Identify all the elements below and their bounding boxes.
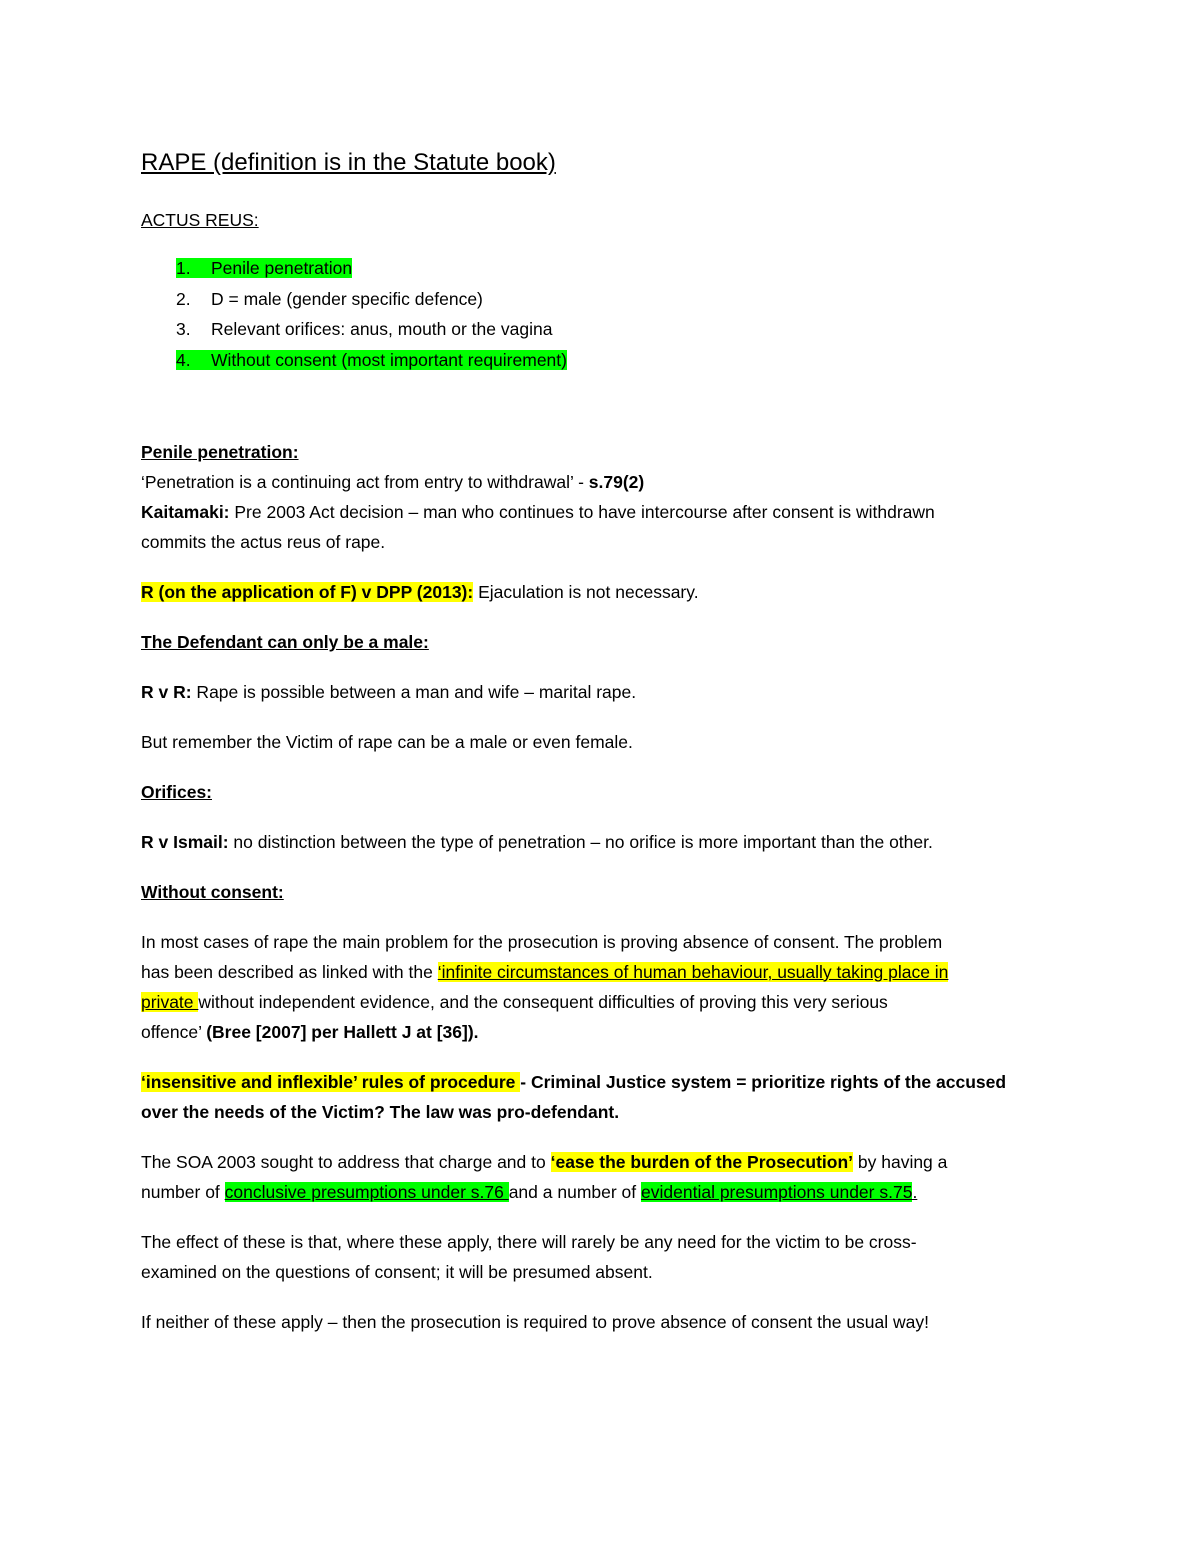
list-item-text: D = male (gender specific defence) [211, 288, 483, 309]
list-item-number: 1. [176, 258, 191, 278]
procedure-paragraph-line: over the needs of the Victim? The law was pro-defendant. [141, 1102, 620, 1122]
case-citation: (Bree [2007] per Hallett J at [36]). [206, 1022, 479, 1042]
highlighted-quote: ‘ease the burden of the Prosecution’ [550, 1152, 854, 1172]
text-run: number of [141, 1182, 225, 1202]
penile-penetration-heading: Penile penetration: [141, 442, 299, 462]
consent-paragraph-line [141, 1021, 479, 1043]
case-text: no distinction between the type of penetration – no orifice is more important than the other. [228, 832, 933, 852]
neither-paragraph: If neither of these apply – then the prosecution is required to prove absence of consent the usual way! [141, 1312, 929, 1332]
text-run: without independent evidence, and the consequent difficulties of proving this very serious [198, 992, 888, 1012]
without-consent-heading: Without consent: [141, 882, 284, 902]
text-run: The SOA 2003 sought to address that charge and to [141, 1152, 551, 1172]
f-v-dpp-paragraph [141, 581, 699, 603]
ismail-paragraph [141, 831, 933, 853]
case-name: R v Ismail: [141, 832, 229, 852]
consent-paragraph-line: In most cases of rape the main problem for the prosecution is proving absence of consent. The problem [141, 932, 943, 952]
highlighted-quote: private [141, 992, 199, 1012]
defendant-heading: The Defendant can only be a male: [141, 632, 429, 652]
list-item-text: Penile penetration [211, 258, 353, 278]
section-reference: s.79(2) [588, 472, 645, 492]
orifices-heading: Orifices: [141, 782, 212, 802]
list-item [176, 288, 567, 319]
case-name: R v R: [141, 682, 192, 702]
kaitamaki-paragraph [141, 501, 935, 523]
list-item-number: 3. [176, 319, 191, 339]
kaitamaki-paragraph-cont: commits the actus reus of rape. [141, 532, 386, 552]
list-item-number: 2. [176, 288, 191, 309]
list-item [176, 257, 567, 288]
evidential-presumptions: evidential presumptions under s.75 [641, 1182, 913, 1202]
text-run: offence’ [141, 1022, 207, 1042]
case-text: Pre 2003 Act decision – man who continues to have intercourse after consent is withdrawn [229, 502, 935, 522]
case-name: R (on the application of F) v DPP (2013): [141, 582, 474, 602]
soa-paragraph-line [141, 1181, 917, 1203]
highlighted-quote: ‘insensitive and inflexible’ rules of procedure [141, 1072, 521, 1092]
procedure-paragraph-line [141, 1071, 1006, 1093]
document-title: RAPE (definition is in the Statute book) [141, 149, 556, 176]
text-run: by having a [853, 1152, 948, 1172]
text-run: and a number of [508, 1182, 642, 1202]
case-text: Rape is possible between a man and wife – marital rape. [191, 682, 637, 702]
penetration-quote [141, 471, 644, 493]
list-item-number: 4. [176, 349, 191, 370]
case-text: Ejaculation is not necessary. [473, 582, 699, 602]
soa-paragraph-line [141, 1151, 947, 1173]
effect-paragraph-line: examined on the questions of consent; it will be presumed absent. [141, 1262, 653, 1282]
list-item [176, 318, 567, 349]
consent-paragraph-line [141, 991, 888, 1013]
actus-reus-heading: ACTUS REUS: [141, 210, 259, 230]
list-item-highlight [176, 258, 352, 278]
text-run: has been described as linked with the [141, 962, 438, 982]
list-item [176, 349, 567, 380]
quote-text: ‘Penetration is a continuing act from entry to withdrawal’ - [141, 472, 589, 492]
list-item-text: Without consent (most important requirement) [211, 349, 567, 370]
r-v-r-paragraph [141, 681, 636, 703]
effect-paragraph-line: The effect of these is that, where these apply, there will rarely be any need for the victim to be cross- [141, 1232, 917, 1252]
list-item-highlight [176, 350, 567, 370]
actus-reus-list [176, 257, 567, 379]
text-run: . [912, 1182, 918, 1202]
consent-paragraph-line [141, 961, 948, 983]
list-item-text: Relevant orifices: anus, mouth or the vagina [211, 319, 553, 339]
text-run: - Criminal Justice system = prioritize rights of the accused [520, 1072, 1007, 1092]
highlighted-quote: ‘infinite circumstances of human behaviour, usually taking place in [437, 962, 949, 982]
victim-paragraph: But remember the Victim of rape can be a male or even female. [141, 732, 633, 752]
case-name: Kaitamaki: [141, 502, 230, 522]
conclusive-presumptions: conclusive presumptions under s.76 [224, 1182, 509, 1202]
